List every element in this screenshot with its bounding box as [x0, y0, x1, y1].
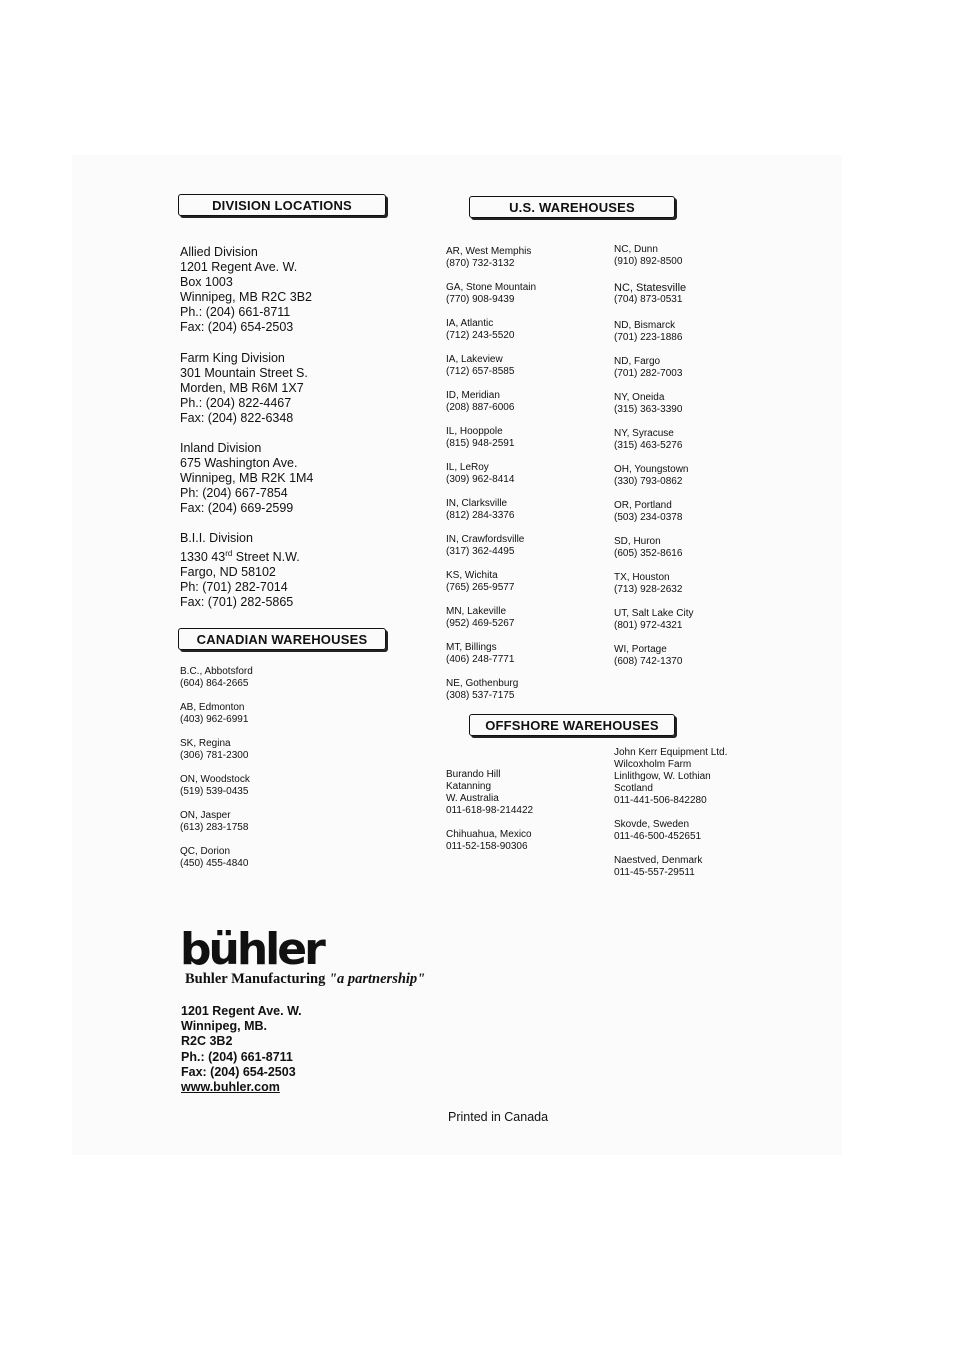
us-warehouse-entry: IN, Crawfordsville (317) 362-4495: [446, 534, 525, 557]
company-slogan: "a partnership": [328, 971, 426, 987]
us-warehouse-entry: ID, Meridian (208) 887-6006: [446, 390, 515, 413]
company-name: Buhler Manufacturing: [185, 971, 326, 987]
division-fax: Fax: (204) 822-6348: [180, 411, 294, 425]
division-phone: Ph.: (204) 661-8711: [180, 305, 291, 319]
canadian-warehouse-entry: ON, Jasper (613) 283-1758: [180, 810, 249, 833]
canadian-warehouses-header: CANADIAN WAREHOUSES: [178, 628, 386, 650]
us-warehouse-entry: GA, Stone Mountain (770) 908-9439: [446, 282, 537, 305]
us-warehouse-entry: NY, Oneida (315) 363-3390: [614, 392, 683, 415]
division-street: 301 Mountain Street S.: [180, 366, 308, 380]
offshore-warehouse-entry: Skovde, Sweden 011-46-500-452651: [614, 819, 702, 842]
division-box: Box 1003: [180, 275, 233, 289]
hq-phone: Ph.: (204) 661-8711: [181, 1049, 293, 1064]
us-warehouse-entry: MN, Lakeville (952) 469-5267: [446, 606, 515, 629]
division-street: 1201 Regent Ave. W.: [180, 260, 298, 274]
division-locations-header: DIVISION LOCATIONS: [178, 194, 386, 216]
us-warehouse-entry: ND, Fargo (701) 282-7003: [614, 356, 683, 379]
canadian-warehouse-entry: AB, Edmonton (403) 962-6991: [180, 702, 249, 725]
division-bii: [180, 531, 300, 610]
division-city: Morden, MB R6M 1X7: [180, 381, 304, 395]
us-warehouse-entry: SD, Huron (605) 352-8616: [614, 536, 683, 559]
us-warehouse-entry: OR, Portland (503) 234-0378: [614, 500, 683, 523]
division-fax: Fax: (204) 669-2599: [180, 501, 294, 515]
offshore-warehouses-header: OFFSHORE WAREHOUSES: [469, 714, 675, 736]
hq-postal: R2C 3B2: [181, 1034, 233, 1049]
company-tagline: [185, 971, 425, 988]
us-warehouse-entry: UT, Salt Lake City (801) 972-4321: [614, 608, 694, 631]
headquarters-address: [181, 1004, 302, 1095]
us-warehouse-entry: IA, Lakeview (712) 657-8585: [446, 354, 515, 377]
us-warehouse-entry: OH, Youngstown (330) 793-0862: [614, 464, 689, 487]
website-link[interactable]: www.buhler.com: [181, 1080, 280, 1095]
canadian-warehouse-entry: ON, Woodstock (519) 539-0435: [180, 774, 250, 797]
division-name: Farm King Division: [180, 351, 285, 365]
division-street: 675 Washington Ave.: [180, 456, 298, 470]
us-warehouse-entry: IL, Hooppole (815) 948-2591: [446, 426, 515, 449]
division-farm-king: [180, 351, 308, 426]
hq-city: Winnipeg, MB.: [181, 1019, 267, 1034]
division-city: Fargo, ND 58102: [180, 565, 276, 580]
division-phone: Ph: (204) 667-7854: [180, 486, 288, 500]
offshore-warehouse-entry: Naestved, Denmark 011-45-557-29511: [614, 855, 703, 878]
us-warehouse-entry: TX, Houston (713) 928-2632: [614, 572, 683, 595]
division-allied: [180, 245, 312, 335]
us-warehouse-entry: NC, Dunn (910) 892-8500: [614, 244, 683, 267]
us-warehouse-entry: ND, Bismarck (701) 223-1886: [614, 320, 683, 343]
offshore-warehouse-entry: John Kerr Equipment Ltd. Wilcoxholm Farm Linlithgow, W. Lothian Scotland 011-441-506-842280: [614, 747, 728, 806]
us-warehouse-entry: WI, Portage (608) 742-1370: [614, 644, 683, 667]
division-city: Winnipeg, MB R2K 1M4: [180, 471, 314, 485]
division-phone: Ph: (701) 282-7014: [180, 580, 288, 595]
hq-street: 1201 Regent Ave. W.: [181, 1004, 302, 1018]
us-warehouse-entry: IA, Atlantic (712) 243-5520: [446, 318, 515, 341]
us-warehouse-entry: IN, Clarksville (812) 284-3376: [446, 498, 515, 521]
division-fax: Fax: (701) 282-5865: [180, 595, 294, 610]
printed-in-canada: Printed in Canada: [448, 1110, 549, 1124]
division-name: B.I.I. Division: [180, 531, 253, 545]
us-warehouse-entry: AR, West Memphis (870) 732-3132: [446, 246, 532, 269]
us-warehouse-entry: NY, Syracuse (315) 463-5276: [614, 428, 683, 451]
offshore-warehouse-entry: Chihuahua, Mexico 011-52-158-90306: [446, 829, 532, 852]
division-city: Winnipeg, MB R2C 3B2: [180, 290, 313, 304]
us-warehouse-entry: KS, Wichita (765) 265-9577: [446, 570, 515, 593]
canadian-warehouse-entry: B.C., Abbotsford (604) 864-2665: [180, 666, 253, 689]
us-warehouse-entry: NE, Gothenburg (308) 537-7175: [446, 678, 519, 701]
division-name: Allied Division: [180, 245, 258, 259]
division-name: Inland Division: [180, 441, 262, 455]
us-warehouses-header: U.S. WAREHOUSES: [469, 196, 675, 218]
us-warehouse-entry: IL, LeRoy (309) 962-8414: [446, 462, 515, 485]
hq-fax: Fax: (204) 654-2503: [181, 1064, 296, 1079]
division-inland: [180, 441, 313, 516]
buhler-logo: bühler: [180, 924, 323, 975]
canadian-warehouse-entry: SK, Regina (306) 781-2300: [180, 738, 249, 761]
offshore-warehouse-entry: Burando Hill Katanning W. Australia 011-618-98-214422: [446, 769, 534, 816]
canadian-warehouse-entry: QC, Dorion (450) 455-4840: [180, 846, 249, 869]
division-fax: Fax: (204) 654-2503: [180, 320, 294, 334]
us-warehouse-entry: MT, Billings (406) 248-7771: [446, 642, 515, 665]
us-warehouse-entry: NC, Statesville (704) 873-0531: [614, 282, 687, 305]
division-street: 1330 43rd Street N.W.: [180, 549, 300, 565]
division-phone: Ph.: (204) 822-4467: [180, 396, 292, 410]
